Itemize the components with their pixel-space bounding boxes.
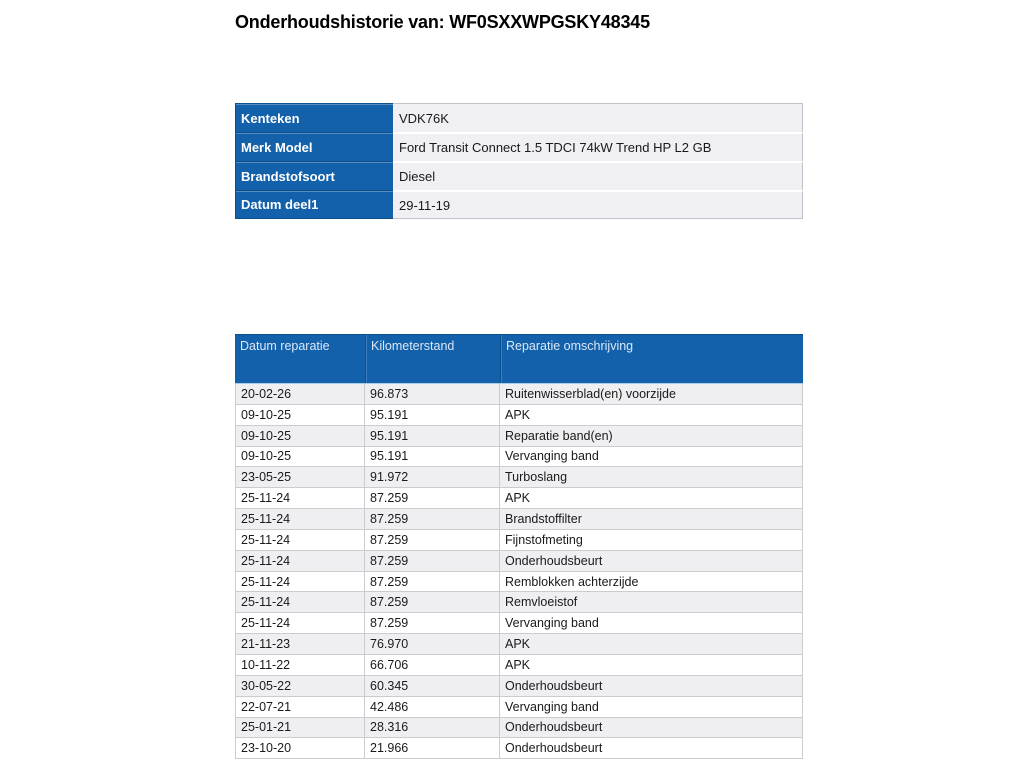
repair-date-cell: 25-11-24 — [235, 509, 365, 529]
history-table-body — [235, 384, 803, 759]
info-row — [235, 161, 803, 190]
repair-date-cell: 21-11-23 — [235, 634, 365, 654]
table-row — [235, 738, 803, 759]
table-row — [235, 384, 803, 405]
kilometer-cell: 87.259 — [365, 551, 500, 571]
repair-date-cell: 25-11-24 — [235, 530, 365, 550]
repair-description-cell: APK — [500, 634, 803, 654]
info-label: Merk Model — [235, 132, 393, 161]
repair-description-cell: Turboslang — [500, 467, 803, 487]
kilometer-cell: 76.970 — [365, 634, 500, 654]
repair-date-cell: 20-02-26 — [235, 384, 365, 404]
table-row — [235, 488, 803, 509]
repair-date-cell: 22-07-21 — [235, 697, 365, 717]
repair-description-cell: APK — [500, 655, 803, 675]
info-table — [235, 103, 803, 219]
info-row — [235, 190, 803, 219]
column-header-reparatie-omschrijving: Reparatie omschrijving — [500, 335, 803, 383]
table-row — [235, 634, 803, 655]
kilometer-cell: 91.972 — [365, 467, 500, 487]
repair-description-cell: Vervanging band — [500, 697, 803, 717]
kilometer-cell: 96.873 — [365, 384, 500, 404]
repair-description-cell: Onderhoudsbeurt — [500, 718, 803, 738]
kilometer-cell: 95.191 — [365, 447, 500, 467]
repair-description-cell: Onderhoudsbeurt — [500, 676, 803, 696]
table-row — [235, 509, 803, 530]
table-row — [235, 405, 803, 426]
table-row — [235, 467, 803, 488]
repair-description-cell: Vervanging band — [500, 447, 803, 467]
repair-description-cell: Reparatie band(en) — [500, 426, 803, 446]
table-row — [235, 447, 803, 468]
kilometer-cell: 87.259 — [365, 530, 500, 550]
info-label: Datum deel1 — [235, 190, 393, 219]
repair-date-cell: 25-11-24 — [235, 613, 365, 633]
repair-description-cell: Remblokken achterzijde — [500, 572, 803, 592]
repair-date-cell: 25-11-24 — [235, 551, 365, 571]
kilometer-cell: 87.259 — [365, 613, 500, 633]
table-row — [235, 697, 803, 718]
info-row — [235, 132, 803, 161]
column-header-kilometerstand: Kilometerstand — [365, 335, 500, 383]
repair-date-cell: 09-10-25 — [235, 447, 365, 467]
table-row — [235, 530, 803, 551]
page-title: Onderhoudshistorie van: WF0SXXWPGSKY48345 — [235, 12, 650, 32]
table-row — [235, 613, 803, 634]
repair-date-cell: 25-11-24 — [235, 592, 365, 612]
table-row — [235, 718, 803, 739]
repair-description-cell: APK — [500, 405, 803, 425]
history-table — [235, 334, 803, 759]
info-value: Diesel — [393, 161, 803, 190]
repair-date-cell: 23-05-25 — [235, 467, 365, 487]
repair-date-cell: 23-10-20 — [235, 738, 365, 758]
repair-description-cell: Vervanging band — [500, 613, 803, 633]
kilometer-cell: 21.966 — [365, 738, 500, 758]
repair-description-cell: Brandstoffilter — [500, 509, 803, 529]
kilometer-cell: 95.191 — [365, 426, 500, 446]
repair-date-cell: 10-11-22 — [235, 655, 365, 675]
info-label: Brandstofsoort — [235, 161, 393, 190]
kilometer-cell: 87.259 — [365, 592, 500, 612]
repair-description-cell: APK — [500, 488, 803, 508]
kilometer-cell: 66.706 — [365, 655, 500, 675]
kilometer-cell: 60.345 — [365, 676, 500, 696]
repair-date-cell: 30-05-22 — [235, 676, 365, 696]
table-row — [235, 426, 803, 447]
table-row — [235, 592, 803, 613]
kilometer-cell: 42.486 — [365, 697, 500, 717]
info-value: Ford Transit Connect 1.5 TDCI 74kW Trend HP L2 GB — [393, 132, 803, 161]
repair-description-cell: Onderhoudsbeurt — [500, 738, 803, 758]
table-row — [235, 551, 803, 572]
repair-date-cell: 25-11-24 — [235, 488, 365, 508]
info-label: Kenteken — [235, 103, 393, 132]
repair-date-cell: 09-10-25 — [235, 405, 365, 425]
table-row — [235, 572, 803, 593]
repair-date-cell: 25-11-24 — [235, 572, 365, 592]
kilometer-cell: 28.316 — [365, 718, 500, 738]
kilometer-cell: 87.259 — [365, 488, 500, 508]
table-row — [235, 655, 803, 676]
kilometer-cell: 87.259 — [365, 572, 500, 592]
kilometer-cell: 87.259 — [365, 509, 500, 529]
info-value: 29-11-19 — [393, 190, 803, 219]
repair-date-cell: 09-10-25 — [235, 426, 365, 446]
info-row — [235, 103, 803, 132]
repair-description-cell: Fijnstofmeting — [500, 530, 803, 550]
info-value: VDK76K — [393, 103, 803, 132]
history-table-header — [235, 334, 803, 384]
repair-description-cell: Remvloeistof — [500, 592, 803, 612]
table-row — [235, 676, 803, 697]
column-header-datum-reparatie: Datum reparatie — [240, 339, 330, 353]
repair-description-cell: Ruitenwisserblad(en) voorzijde — [500, 384, 803, 404]
repair-description-cell: Onderhoudsbeurt — [500, 551, 803, 571]
kilometer-cell: 95.191 — [365, 405, 500, 425]
repair-date-cell: 25-01-21 — [235, 718, 365, 738]
